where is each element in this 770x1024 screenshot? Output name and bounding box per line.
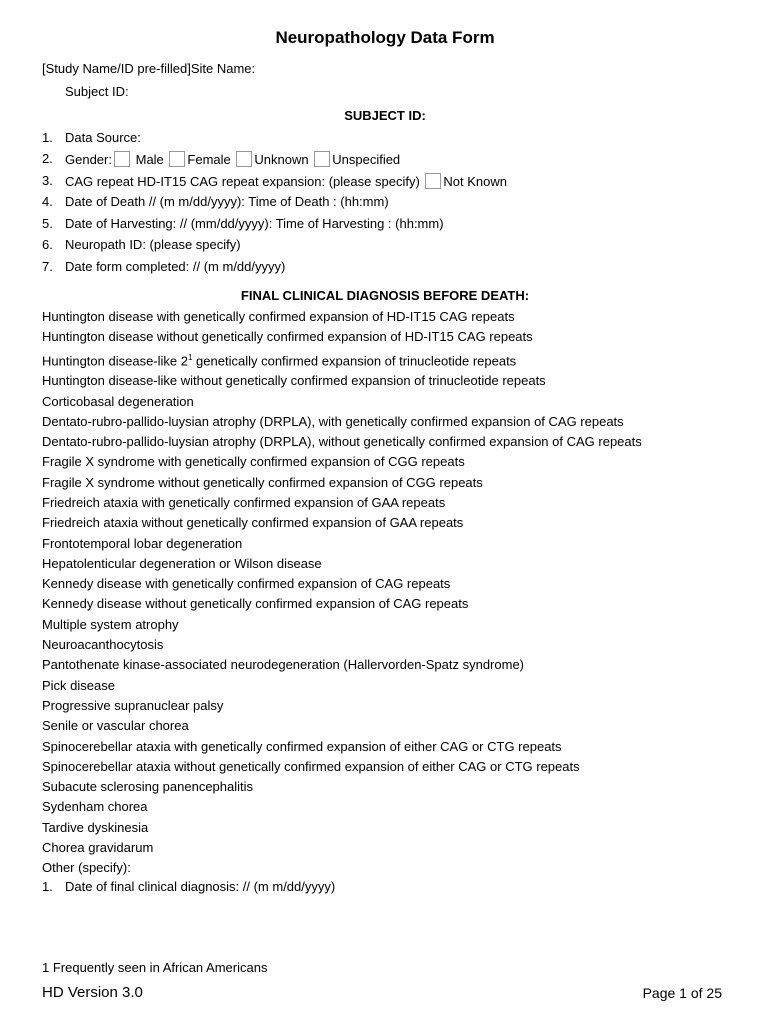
diagnosis-text: genetically confirmed expansion of trinucleotide repeats — [192, 352, 517, 368]
list-item: Fragile X syndrome with genetically confirmed expansion of CGG repeats — [42, 454, 465, 470]
list-item: Other (specify): — [42, 860, 131, 876]
list-item: Huntington disease with genetically confirmed expansion of HD-IT15 CAG repeats — [42, 309, 515, 324]
diagnosis-heading: FINAL CLINICAL DIAGNOSIS BEFORE DEATH: — [240, 288, 530, 303]
item-text: Date of final clinical diagnosis: // (m m/dd/yyyy) — [65, 879, 336, 894]
item-number: 3. — [42, 173, 53, 188]
list-item: Huntington disease without genetically confirmed expansion of HD-IT15 CAG repeats — [42, 329, 533, 345]
diagnosis-text: Huntington disease-like 2 — [42, 352, 188, 368]
page-number: Page 1 of 25 — [642, 985, 722, 1001]
list-item: Chorea gravidarum — [42, 840, 154, 856]
item-text: Date of Death // (m m/dd/yyyy): Time of Death : (hh:mm) — [65, 194, 389, 209]
item-text: Neuropath ID: (please specify) — [65, 237, 241, 252]
not-known-checkbox[interactable] — [425, 173, 441, 189]
list-item: Pick disease — [42, 677, 115, 693]
list-item: Multiple system atrophy — [42, 616, 179, 632]
list-item: Progressive supranuclear palsy — [42, 697, 224, 713]
form-title: Neuropathology Data Form — [275, 28, 495, 47]
list-item: Corticobasal degeneration — [42, 393, 194, 409]
gender-label: Gender: — [65, 152, 112, 167]
gender-unspecified-checkbox[interactable] — [314, 151, 330, 167]
item-date-of-harvesting — [42, 216, 444, 231]
gender-option-label: Unspecified — [332, 152, 401, 167]
gender-option-label: Female — [187, 152, 231, 167]
study-line: [Study Name/ID pre-filled]Site Name: — [42, 61, 256, 76]
not-known-label: Not Known — [443, 174, 507, 189]
list-item: Friedreich ataxia with genetically confirmed expansion of GAA repeats — [42, 495, 446, 510]
gender-option-label: Unknown — [254, 152, 309, 167]
list-item: Spinocerebellar ataxia without genetically confirmed expansion of either CAG or CTG repeats — [42, 758, 580, 774]
item-number: 5. — [42, 216, 53, 231]
list-item — [42, 348, 642, 372]
list-item: Pantothenate kinase-associated neurodegeneration (Hallervorden-Spatz syndrome) — [42, 657, 525, 673]
list-item: Frontotemporal lobar degeneration — [42, 535, 243, 551]
item-date-form-completed — [42, 259, 286, 274]
list-item: Subacute sclerosing panencephalitis — [42, 779, 254, 795]
item-text: CAG repeat HD-IT15 CAG repeat expansion: (please specify) — [65, 174, 420, 189]
item-number: 1. — [42, 130, 53, 145]
list-item: Neuroacanthocytosis — [42, 637, 164, 653]
subject-id-heading: SUBJECT ID: — [344, 108, 426, 123]
list-item: Senile or vascular chorea — [42, 718, 189, 734]
item-number: 7. — [42, 259, 53, 274]
diagnosis-list — [42, 307, 642, 879]
item-cag-repeat — [42, 173, 507, 189]
item-number: 1. — [42, 879, 53, 894]
gender-unknown-checkbox[interactable] — [236, 151, 252, 167]
gender-male-checkbox[interactable] — [114, 151, 130, 167]
item-gender — [42, 151, 401, 167]
gender-female-checkbox[interactable] — [169, 151, 185, 167]
list-item: Huntington disease-like without genetically confirmed expansion of trinucleotide repeats — [42, 373, 546, 389]
list-item: Dentato-rubro-pallido-luysian atrophy (DRPLA), with genetically confirmed expansion of CAG repeats — [42, 413, 624, 429]
list-item: Kennedy disease with genetically confirmed expansion of CAG repeats — [42, 576, 451, 592]
list-item: Friedreich ataxia without genetically confirmed expansion of GAA repeats — [42, 515, 464, 531]
list-item: Hepatolenticular degeneration or Wilson disease — [42, 555, 322, 571]
item-date-of-death — [42, 194, 389, 209]
item-text: Data Source: — [65, 130, 141, 145]
item-text: Date form completed: // (m m/dd/yyyy) — [65, 259, 286, 274]
list-item: Sydenham chorea — [42, 799, 148, 815]
item-number: 4. — [42, 194, 53, 209]
item-text: Date of Harvesting: // (mm/dd/yyyy): Time of Harvesting : (hh:mm) — [65, 216, 444, 231]
list-item: Dentato-rubro-pallido-luysian atrophy (DRPLA), without genetically confirmed expansion of CAG repeats — [42, 434, 642, 450]
gender-option-label: Male — [135, 152, 164, 167]
item-number: 6. — [42, 237, 53, 252]
subject-id-line: Subject ID: — [65, 84, 129, 99]
item-neuropath-id — [42, 237, 241, 252]
list-item: Kennedy disease without genetically confirmed expansion of CAG repeats — [42, 596, 469, 612]
version-label: HD Version 3.0 — [42, 984, 143, 1001]
item-data-source — [42, 130, 141, 145]
list-item: Tardive dyskinesia — [42, 819, 149, 835]
item-final-diagnosis-date — [42, 879, 336, 894]
list-item: Spinocerebellar ataxia with genetically confirmed expansion of either CAG or CTG repeats — [42, 738, 562, 754]
item-number: 2. — [42, 151, 53, 166]
footnote: 1 Frequently seen in African Americans — [42, 960, 268, 975]
list-item: Fragile X syndrome without genetically confirmed expansion of CGG repeats — [42, 474, 483, 490]
footnote-marker: 1 — [187, 352, 193, 362]
